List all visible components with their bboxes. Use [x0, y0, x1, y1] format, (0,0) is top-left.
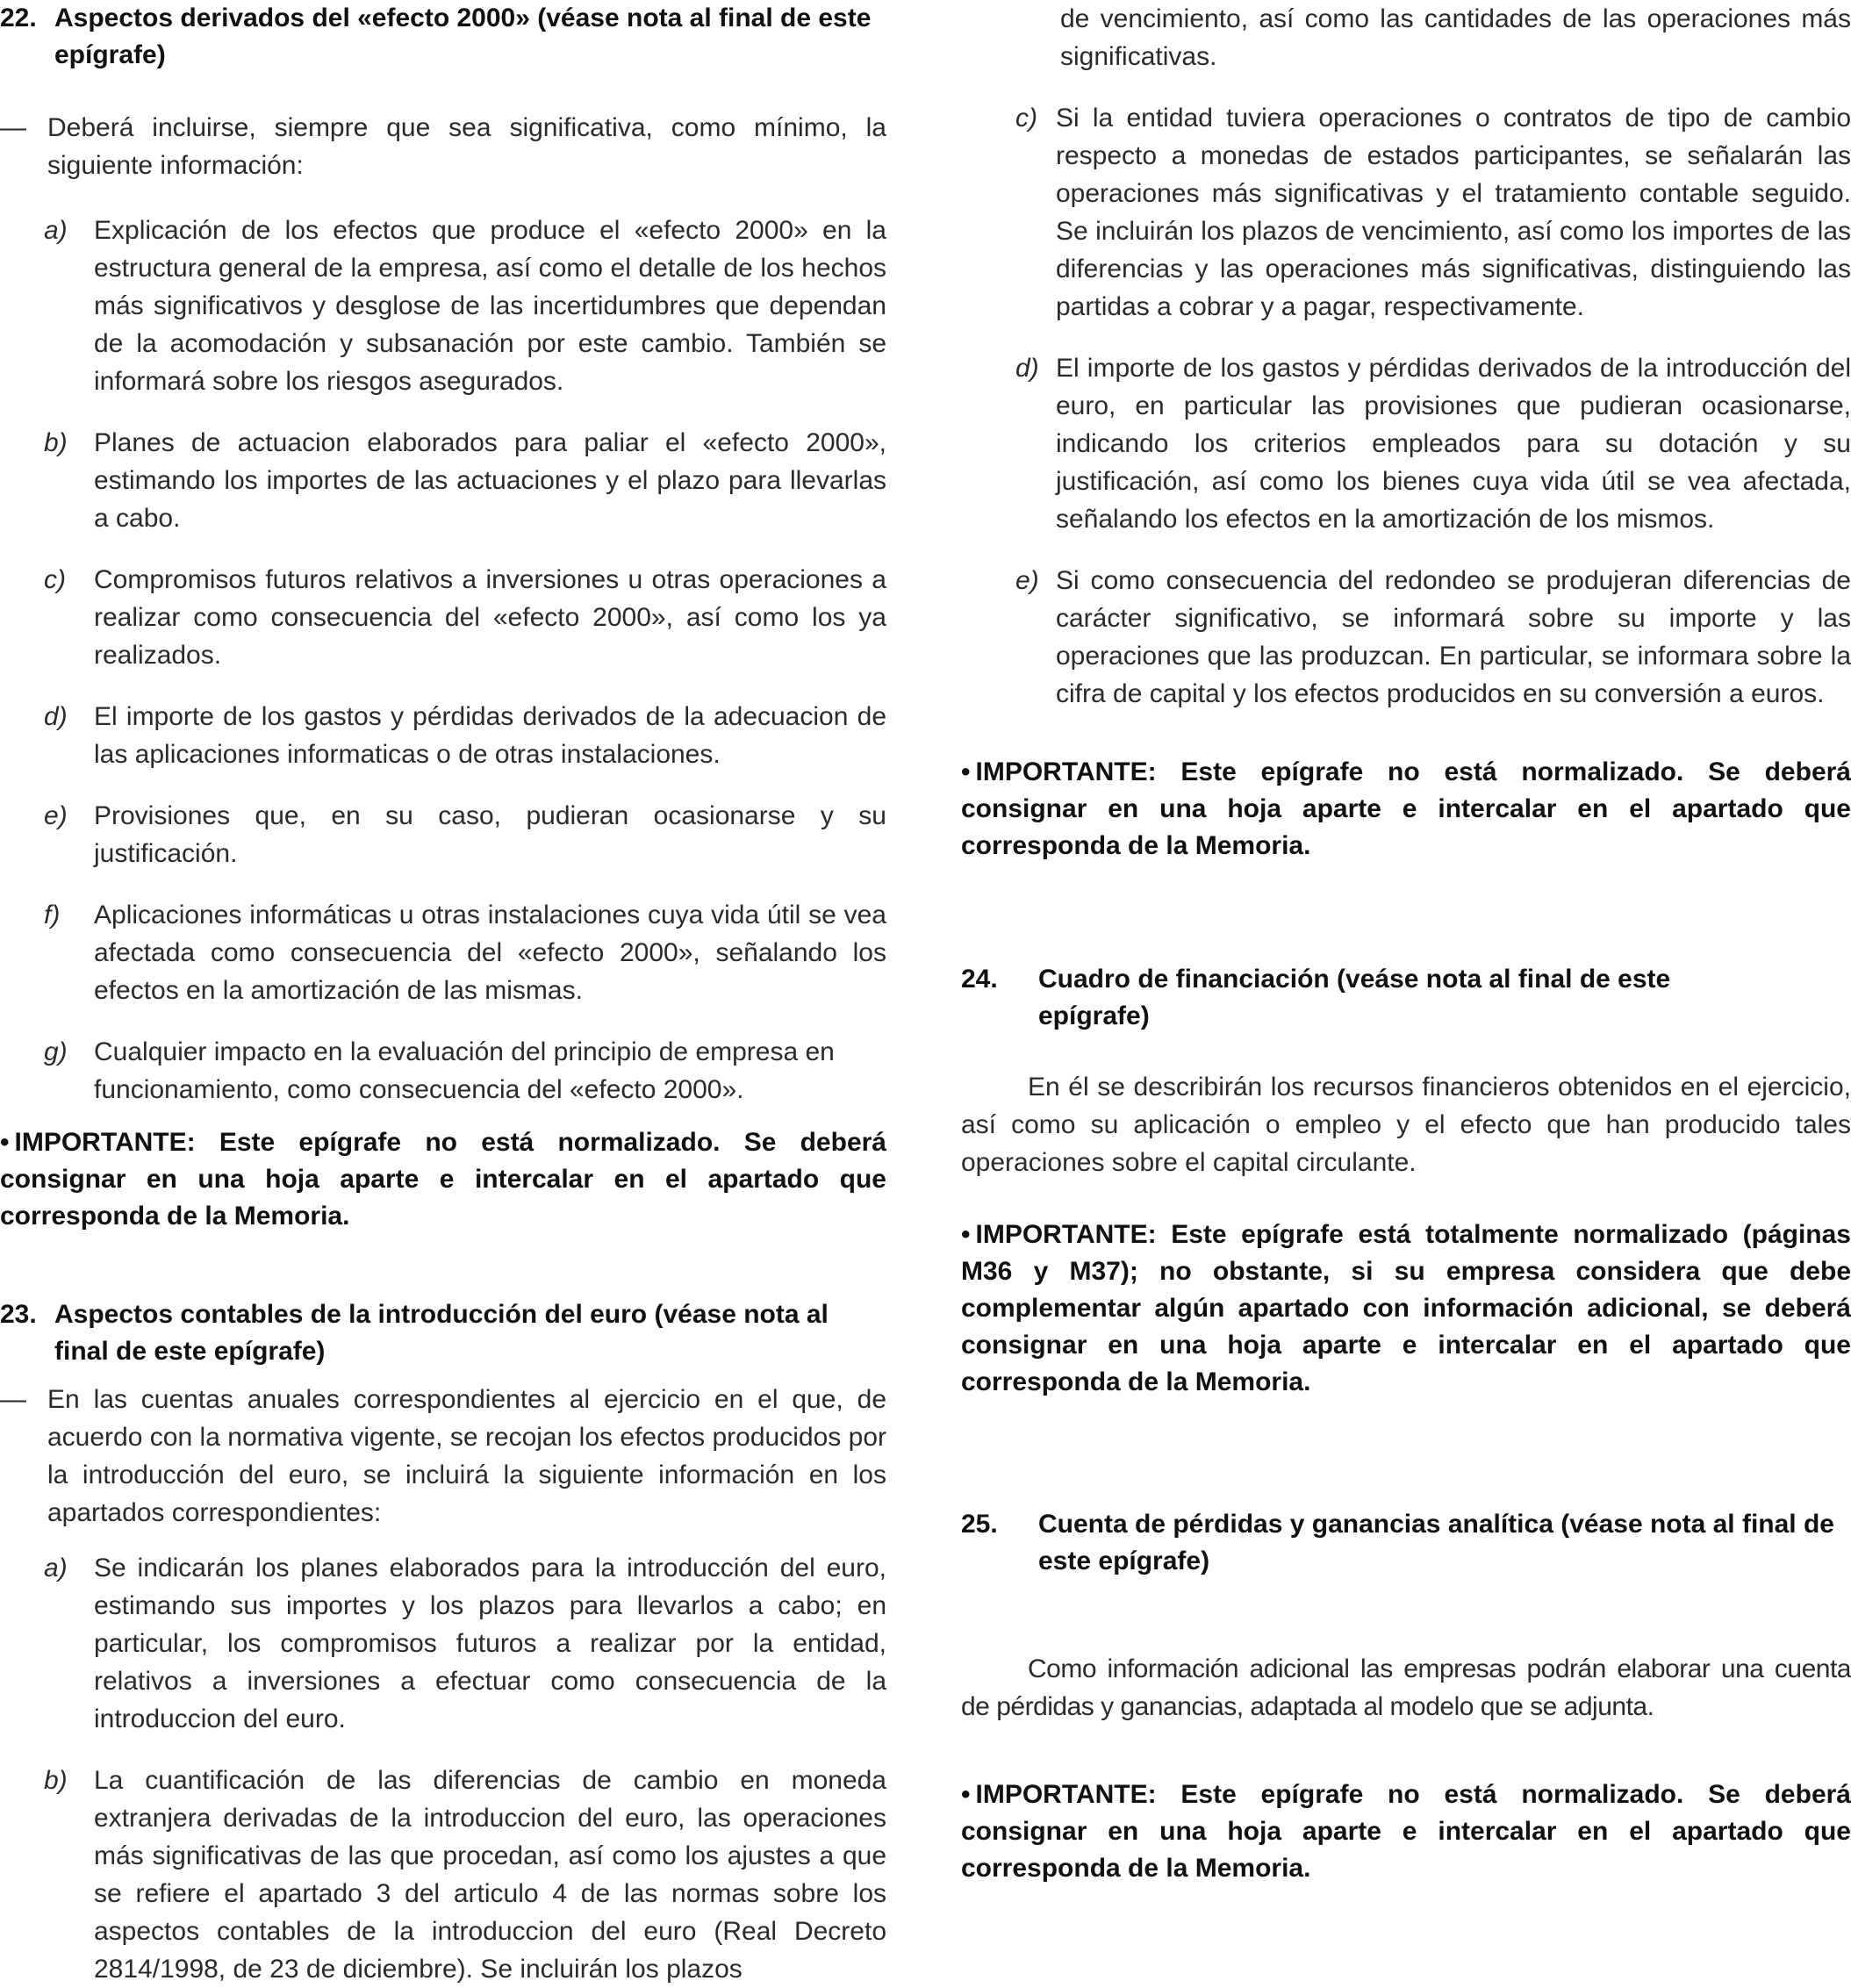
- continued-text: de vencimiento, así como las cantidades de las operaciones más significativas.: [1060, 4, 1851, 71]
- section-number: 22.: [0, 4, 37, 32]
- section-23-important-note: [961, 754, 1851, 865]
- item-text: Si la entidad tuviera operaciones o contratos de tipo de cambio respecto a monedas de estados participantes, se señalarán las operaciones más significativas y el tratamiento contable seguido. Se incluirán los plazos de vencimiento, así como los importes de las diferencias y las operaciones más significativas, distinguiendo las partidas a cobrar y a pagar, respectivamente.: [1056, 104, 1851, 321]
- dash-marker: —: [0, 113, 26, 142]
- list-item: [961, 562, 1851, 713]
- item-letter: a): [44, 216, 68, 245]
- section-number: 24.: [961, 965, 998, 994]
- item-letter: f): [44, 901, 61, 929]
- item-letter: g): [44, 1037, 68, 1066]
- section-title: Aspectos derivados del «efecto 2000» (véase nota al final de este epígrafe): [54, 4, 872, 69]
- section-25-heading: [961, 1506, 1851, 1580]
- section-25-important-note: [961, 1776, 1851, 1887]
- list-item: [961, 99, 1851, 326]
- item-letter: c): [1015, 104, 1037, 133]
- list-item: [0, 1033, 886, 1109]
- item-letter: a): [44, 1554, 68, 1583]
- paragraph-text: En él se describirán los recursos financieros obtenidos en el ejercicio, así como su aplicación o empleo y el efecto que han producido tales operaciones sobre el capital circulante.: [961, 1073, 1851, 1177]
- item-text: El importe de los gastos y pérdidas derivados de la introducción del euro, en particular las provisiones que pudieran ocasionarse, indicando los criterios empleados para su dotación y su justificación, así como los bienes cuya vida útil se vea afectada, señalando los efectos en la amortización de los mismos.: [1056, 354, 1851, 534]
- item-text: Planes de actuacion elaborados para paliar el «efecto 2000», estimando los importes de las actuaciones y el plazo para llevarlas a cabo.: [94, 428, 886, 533]
- section-number: 23.: [0, 1300, 37, 1329]
- item-text: Compromisos futuros relativos a inversiones u otras operaciones a realizar como consecuencia del «efecto 2000», así como los ya realizados.: [94, 565, 886, 670]
- item-text: La cuantificación de las diferencias de cambio en moneda extranjera derivadas de la introduccion del euro, las operaciones más significativas de las que procedan, así como los ajustes a que se refiere el apartado 3 del articulo 4 de las normas sobre los aspectos contables de la introduccion del euro (Real Decreto 2814/1998, de 23 de diciembre). Se incluirán los plazos: [94, 1766, 886, 1984]
- intro-text: Deberá incluirse, siempre que sea significativa, como mínimo, la siguiente información:: [47, 113, 886, 180]
- section-24-important-note: [961, 1216, 1851, 1401]
- item-text: Provisiones que, en su caso, pudieran ocasionarse y su justificación.: [94, 801, 886, 868]
- list-item: [0, 1549, 886, 1738]
- item-letter: d): [44, 702, 68, 731]
- item-text: Se indicarán los planes elaborados para la introducción del euro, estimando sus importes y los plazos para llevarlos a cabo; en particular, los compromisos futuros a realizar por la entidad, relativos a inversiones a efectuar como consecuencia de la introduccion del euro.: [94, 1554, 886, 1733]
- bullet-marker: •: [961, 757, 971, 786]
- paragraph-text: Como información adicional las empresas podrán elaborar una cuenta de pérdidas y ganancias, adaptada al modelo que se adjunta.: [961, 1654, 1851, 1721]
- section-22-intro: [0, 109, 886, 184]
- section-24-text: [961, 1068, 1851, 1181]
- item-text: Si como consecuencia del redondeo se produjeran diferencias de carácter significativo, se informará sobre su importe y las operaciones que las produzcan. En particular, se informara sobre la cifra de capital y los efectos producidos en su conversión a euros.: [1056, 566, 1851, 708]
- item-letter: b): [44, 428, 68, 457]
- item-text: Aplicaciones informáticas u otras instalaciones cuya vida útil se vea afectada como consecuencia del «efecto 2000», señalando los efectos en la amortización de las mismas.: [94, 901, 886, 1005]
- section-23-heading: [0, 1296, 886, 1370]
- item-letter: e): [44, 801, 68, 830]
- list-item: [0, 212, 886, 400]
- list-item: [961, 349, 1851, 538]
- item-letter: c): [44, 565, 66, 594]
- continued-paragraph: [961, 0, 1851, 75]
- section-22-heading: [0, 0, 886, 74]
- item-text: Explicación de los efectos que produce el «efecto 2000» en la estructura general de la empresa, así como el detalle de los hechos más significativos y desglose de las incertidumbres que dependan de la acomodación y subsanación por este cambio. También se informará sobre los riesgos asegurados.: [94, 216, 886, 396]
- item-text: Cualquier impacto en la evaluación del principio de empresa en funcionamiento, como consecuencia del «efecto 2000».: [94, 1037, 835, 1104]
- section-title: Cuenta de pérdidas y ganancias analítica (véase nota al final de este epígrafe): [1038, 1510, 1834, 1575]
- section-23-intro: [0, 1381, 886, 1532]
- section-title: Aspectos contables de la introducción del euro (véase nota al final de este epígrafe): [54, 1300, 829, 1366]
- bullet-marker: •: [961, 1220, 971, 1249]
- left-column: [0, 0, 886, 1988]
- intro-text: En las cuentas anuales correspondientes al ejercicio en el que, de acuerdo con la normativa vigente, se recojan los efectos producidos por la introducción del euro, se incluirá la siguiente información en los apartados correspondientes:: [47, 1385, 886, 1527]
- list-item: [0, 797, 886, 872]
- important-text: IMPORTANTE: Este epígrafe está totalmente normalizado (páginas M36 y M37); no obstante, si su empresa considera que debe complementar algún apartado con información adicional, se deberá consignar en una hoja aparte e intercalar en el apartado que corresponda de la Memoria.: [961, 1220, 1851, 1396]
- dash-marker: —: [0, 1385, 26, 1414]
- section-22-important-note: [0, 1124, 886, 1235]
- section-25-text: [961, 1650, 1851, 1726]
- important-text: IMPORTANTE: Este epígrafe no está normalizado. Se deberá consignar en una hoja aparte e intercalar en el apartado que corresponda de la Memoria.: [961, 757, 1851, 860]
- section-number: 25.: [961, 1510, 998, 1539]
- section-24-heading: [961, 961, 1851, 1035]
- bullet-marker: •: [0, 1128, 10, 1157]
- list-item: [0, 561, 886, 674]
- item-letter: d): [1015, 354, 1039, 383]
- right-column: [961, 0, 1851, 1887]
- bullet-marker: •: [961, 1780, 971, 1809]
- list-item: [0, 424, 886, 537]
- list-item: [0, 896, 886, 1009]
- section-title: Cuadro de financiación (veáse nota al final de este epígrafe): [1038, 965, 1671, 1030]
- list-item: [0, 1762, 886, 1988]
- important-text: IMPORTANTE: Este epígrafe no está normalizado. Se deberá consignar en una hoja aparte e intercalar en el apartado que corresponda de la Memoria.: [0, 1128, 886, 1231]
- important-text: IMPORTANTE: Este epígrafe no está normalizado. Se deberá consignar en una hoja aparte e intercalar en el apartado que corresponda de la Memoria.: [961, 1780, 1851, 1883]
- list-item: [0, 698, 886, 773]
- item-text: El importe de los gastos y pérdidas derivados de la adecuacion de las aplicaciones informaticas o de otras instalaciones.: [94, 702, 886, 769]
- item-letter: b): [44, 1766, 68, 1795]
- item-letter: e): [1015, 566, 1039, 595]
